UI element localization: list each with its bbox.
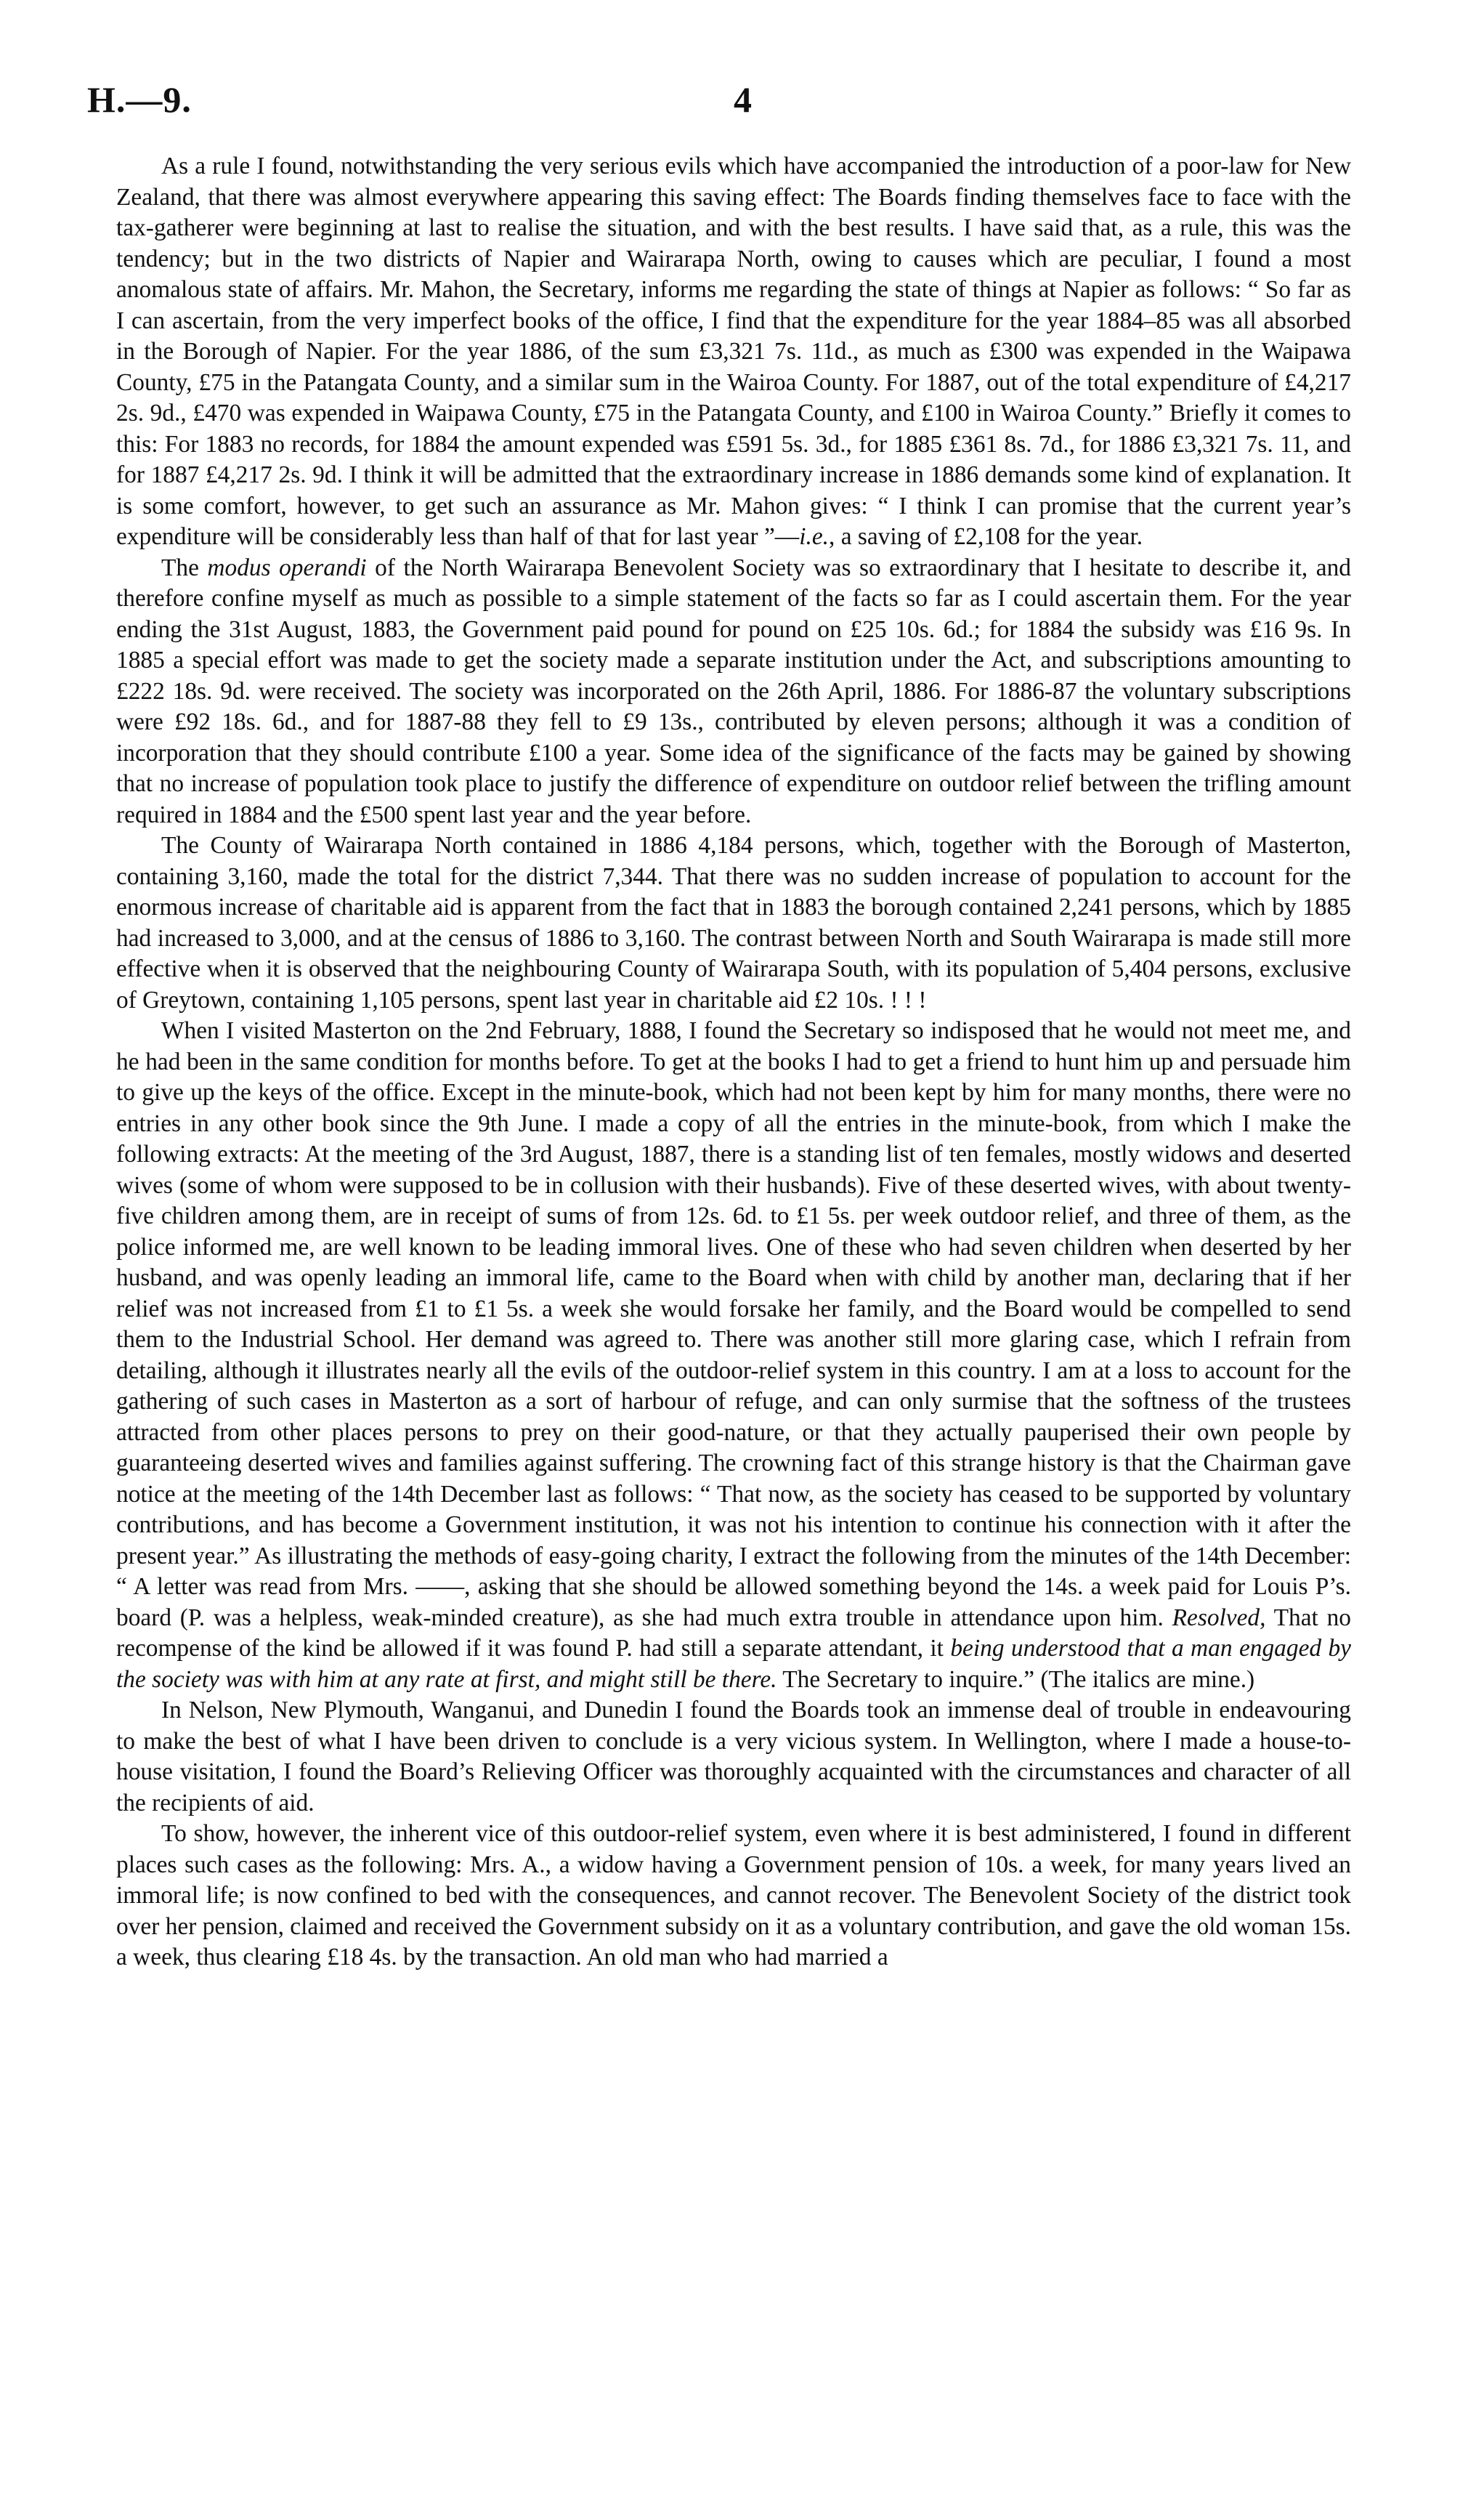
text-run: In Nelson, New Plymouth, Wanganui, and Dunedin I found the Boards took an immense deal of trouble in endeavouring to make the best of what I have been driven to conclude is a very vicious system. In Wellington, where I made a house-to-house visitation, I found the Board’s Relieving Officer was thoroughly acquainted with the circumstances and character of all the recipients of aid. bbox=[116, 1697, 1351, 1816]
document-reference: H.—9. bbox=[87, 79, 192, 120]
text-run: The County of Wairarapa North contained in 1886 4,184 persons, which, together with the Borough of Masterton, containing 3,160, made the total for the district 7,344. That there was no sudden increase of population to account for the enormous increase of charitable aid is apparent from the fact that in 1883 the borough contained 2,241 persons, which by 1885 had increased to 3,000, and at the census of 1886 to 3,160. The contrast between North and South Wairarapa is made still more effective when it is observed that the neighbouring County of Wairarapa South, with its population of 5,404 persons, exclusive of Greytown, containing 1,105 persons, spent last year in charitable aid £2 10s. ! ! ! bbox=[116, 832, 1351, 1014]
text-run: To show, however, the inherent vice of this outdoor-relief system, even where it is best administered, I found in different places such cases as the following: Mrs. A., a widow having a Government pension of 10s. a week, for many years lived an immoral life; is now confined to bed with the consequences, and cannot recover. The Benevolent Society of the district took over her pension, claimed and received the Government subsidy on it as a voluntary contribution, and gave the old woman 15s. a week, thus clearing £18 4s. by the transaction. An old man who had married a bbox=[116, 1820, 1351, 1971]
text-run: The Secretary to inquire.” (The italics are mine.) bbox=[777, 1665, 1255, 1693]
paragraph-north-wairarapa-society bbox=[116, 553, 1351, 831]
paragraph-other-boards bbox=[116, 1695, 1351, 1819]
paragraph-wairarapa-population bbox=[116, 830, 1351, 1016]
italic-run: being understood that a man engaged by the society was with him at any rate at first, and might still be there. bbox=[116, 1635, 1352, 1693]
page-number: 4 bbox=[734, 79, 752, 120]
text-run: of the North Wairarapa Benevolent Society was so extraordinary that I hesitate to describe it, and therefore confine myself as much as possible to a simple statement of the facts so far as I could ascertain them. For the year ending the 31st August, 1883, the Government paid pound for pound on £25 10s. 6d.; for 1884 the subsidy was £16 9s. In 1885 a special effort was made to get the society made a separate institution under the Act, and subscriptions amounting to £222 18s. 9d. were received. The society was incorporated on the 26th April, 1886. For 1886-87 the voluntary subscriptions were £92 18s. 6d., and for 1887-88 they fell to £9 13s., contributed by eleven persons; although it was a condition of incorporation that they should contribute £100 a year. Some idea of the significance of the facts may be gained by showing that no increase of population took place to justify the difference of expenditure on outdoor relief between the trifling amount required in 1884 and the £500 spent last year and the year before. bbox=[116, 554, 1351, 828]
italic-run: modus operandi bbox=[207, 554, 367, 581]
italic-run: i.e. bbox=[799, 523, 829, 550]
body-text bbox=[116, 151, 1351, 1973]
paragraph-inherent-vice bbox=[116, 1819, 1351, 1973]
text-run: That no recompense of the kind be allowed if it was found P. had still a separate attendant, it bbox=[116, 1604, 1351, 1662]
italic-run: Resolved, bbox=[1172, 1604, 1266, 1631]
paragraph-poor-law-napier bbox=[116, 151, 1351, 553]
text-run: As a rule I found, notwithstanding the very serious evils which have accompanied the introduction of a poor-law for New Zealand, that there was almost everywhere appearing this saving effect: The Boards finding themselves face to face with the tax-gatherer were beginning at last to realise the situation, and with the best results. I have said that, as a rule, this was the tendency; but in the two districts of Napier and Wairarapa North, owing to causes which are peculiar, I found a most anomalous state of affairs. Mr. Mahon, the Secretary, informs me regarding the state of things at Napier as follows: “ So far as I can ascertain, from the very imperfect books of the office, I find that the expenditure for the year 1884–85 was all absorbed in the Borough of Napier. For the year 1886, of the sum £3,321 7s. 11d., as much as £300 was expended in the Waipawa County, £75 in the Patangata County, and a similar sum in the Wairoa County. For 1887, out of the total expenditure of £4,217 2s. 9d., £470 was expended in Waipawa County, £75 in the Patangata County, and £100 in Wairoa County.” Briefly it comes to this: For 1883 no records, for 1884 the amount expended was £591 5s. 3d., for 1885 £361 8s. 7d., for 1886 £3,321 7s. 11, and for 1887 £4,217 2s. 9d. I think it will be admitted that the extraordinary increase in 1886 demands some kind of explanation. It is some comfort, however, to get such an assurance as Mr. Mahon gives: “ I think I can promise that the current year’s expenditure will be considerably less than half of that for last year ”— bbox=[116, 153, 1351, 550]
text-run: The bbox=[161, 554, 208, 581]
text-run: When I visited Masterton on the 2nd February, 1888, I found the Secretary so indisposed that he would not meet me, and he had been in the same condition for months before. To get at the books I had to get a friend to hunt him up and persuade him to give up the keys of the office. Except in the minute-book, which had not been kept by him for many months, there were no entries in any other book since the 9th June. I made a copy of all the entries in the minute-book, from which I make the following extracts: At the meeting of the 3rd August, 1887, there is a standing list of ten females, mostly widows and deserted wives (some of whom were supposed to be in collusion with their husbands). Five of these deserted wives, with about twenty-five children among them, are in receipt of sums of from 12s. 6d. to £1 5s. per week outdoor relief, and three of them, as the police informed me, are well known to be leading immoral lives. One of these who had seven children when deserted by her husband, and was openly leading an immoral life, came to the Board when with child by another man, declaring that if her relief was not increased from £1 to £1 5s. a week she would forsake her family, and the Board would be compelled to send them to the Industrial School. Her demand was agreed to. There was another still more glaring case, which I refrain from detailing, although it illustrates nearly all the evils of the outdoor-relief system in this country. I am at a loss to account for the gathering of such cases in Masterton as a sort of harbour of refuge, and can only surmise that the softness of the trustees attracted from other places persons to prey on their good-nature, or that they actually pauperised their own people by guaranteeing deserted wives and families against suffering. The crowning fact of this strange history is that the Chairman gave notice at the meeting of the 14th December last as follows: “ That now, as the society has ceased to be supported by voluntary contributions, and has become a Government institution, it was not his intention to continue his connection with it after the present year.” As illustrating the methods of easy-going charity, I extract the following from the minutes of the 14th December: “ A letter was read from Mrs. ——, asking that she should be allowed something beyond the 14s. a week paid for Louis P’s. board (P. was a helpless, weak-minded creature), as she had much extra trouble in attendance upon him. bbox=[116, 1017, 1351, 1631]
text-run: , a saving of £2,108 for the year. bbox=[829, 523, 1143, 550]
page-header bbox=[87, 78, 1409, 129]
paragraph-masterton-visit bbox=[116, 1016, 1351, 1695]
